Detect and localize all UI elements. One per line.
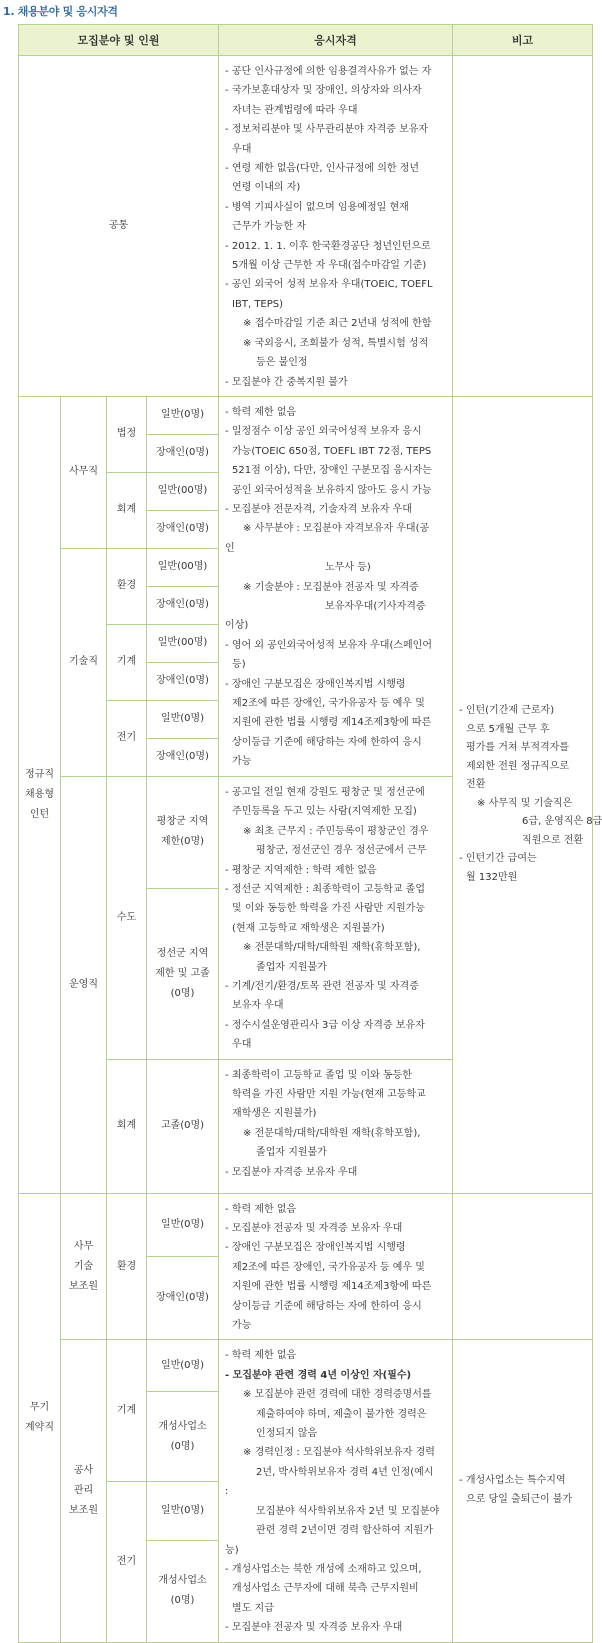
text-line: 우대 bbox=[232, 143, 252, 155]
tech-env-disabled: 장애인(0명) bbox=[147, 586, 219, 624]
text-line: - 장애인 구분모집은 장애인복지법 시행령 bbox=[225, 1242, 406, 1254]
text-line: - 정수시설운영관리사 3급 이상 자격증 보유자 bbox=[225, 1019, 425, 1031]
text-line: - 국가보훈대상자 및 장애인, 의상자와 의사자 bbox=[225, 85, 422, 97]
tech-env-general: 일반(00명) bbox=[147, 548, 219, 586]
text-line: 상이등급 기준에 해당하는 자에 한하여 응시 bbox=[232, 736, 422, 748]
text-line: - 학력 제한 없음 bbox=[225, 1203, 297, 1215]
table-row bbox=[19, 396, 593, 434]
text-line: - 개성사업소는 북한 개성에 소재하고 있으며, bbox=[225, 1563, 422, 1575]
ops-pyeongchang bbox=[147, 776, 219, 888]
text-line: 학력을 가진 사람만 지원 가능(현재 고등학교 bbox=[232, 1089, 426, 1100]
label-line: 고졸(0명) bbox=[160, 1120, 205, 1132]
facility-job bbox=[61, 1340, 107, 1642]
text-line: 제외한 전원 정규직으로 bbox=[466, 760, 570, 772]
text-line: ※ 경력인정 : 모집분야 석사학위보유자 경력 bbox=[243, 1447, 435, 1459]
label-line: 인턴 bbox=[29, 808, 50, 820]
label-line: 보조원 bbox=[69, 1504, 98, 1516]
ops-job: 운영직 bbox=[61, 776, 107, 1193]
label-line: 정선군 지역 bbox=[156, 947, 209, 959]
contract-category bbox=[19, 1193, 61, 1642]
text-line: 재학생은 지원불가) bbox=[232, 1108, 317, 1120]
facility-elec-kaesong bbox=[147, 1540, 219, 1642]
ops-jeongseon bbox=[147, 888, 219, 1059]
office-sub-legal: 법정 bbox=[107, 396, 147, 472]
text-line: 개성사업소 근무자에 대해 북측 근무지원비 bbox=[232, 1583, 419, 1595]
text-line: - 인턴기간 급여는 bbox=[459, 853, 537, 865]
text-line: - 학력 제한 없음 bbox=[225, 406, 297, 418]
facility-elec-general bbox=[147, 1482, 219, 1540]
label-line: 공사 bbox=[73, 1464, 94, 1476]
text-line: 상이등급 기준에 해당하는 자에 한하여 응시 bbox=[232, 1300, 422, 1312]
text-line: 및 이와 동등한 학력을 가진 사람만 지원가능 bbox=[232, 903, 425, 915]
text-line: - 최종학력이 고등학교 졸업 및 이와 동등한 bbox=[225, 1069, 412, 1081]
text-line: - 장애인 구분모집은 장애인복지법 시행령 bbox=[225, 678, 406, 690]
text-line: - 인턴(기간제 근로자) bbox=[459, 705, 555, 717]
text-line: 6급, 운영직은 8급 bbox=[522, 816, 602, 828]
text-line: - 공고일 전일 현재 강원도 평창군 및 정선군에 bbox=[225, 786, 425, 798]
ops-sub-water: 수도 bbox=[107, 776, 147, 1059]
label-line: (0명) bbox=[170, 987, 195, 999]
table-row-common bbox=[19, 56, 593, 397]
label-line: 계약직 bbox=[25, 1421, 54, 1433]
text-line: - 평창군 지역제한 : 학력 제한 없음 bbox=[225, 864, 377, 876]
text-line: 가능 bbox=[232, 756, 252, 768]
text-line: 제2조에 따른 장애인, 국가유공자 등 예우 및 bbox=[232, 698, 425, 709]
assist-job bbox=[61, 1193, 107, 1340]
text-line: 등은 불인정 bbox=[256, 357, 308, 369]
text-line: - 모집분야 자격증 보유자 우대 bbox=[225, 1166, 358, 1178]
label-line: (0명) bbox=[170, 1440, 195, 1452]
header-field: 모집분야 및 인원 bbox=[19, 25, 219, 56]
text-line: - 병역 기피사실이 없으며 임용예정일 현재 bbox=[225, 201, 409, 213]
text-line: - 공인 외국어 성적 보유자 우대(TOEIC, TOEFL bbox=[225, 279, 433, 291]
text-line: 평가를 거쳐 부적격자를 bbox=[466, 742, 570, 754]
text-line: 보유자우대(기사자격증 bbox=[325, 600, 426, 612]
header-note: 비고 bbox=[453, 25, 593, 56]
text-line: - 연령 제한 없음(다만, 인사규정에 의한 정년 bbox=[225, 163, 420, 175]
text-line: ※ 사무직 및 기술직은 bbox=[477, 797, 573, 809]
label-line: 관리 bbox=[73, 1484, 94, 1496]
text-line: 별도 지급 bbox=[232, 1602, 274, 1614]
office-sub-accounting: 회계 bbox=[107, 472, 147, 548]
label-line: 사무 bbox=[73, 1240, 94, 1252]
assist-qualification bbox=[219, 1193, 453, 1340]
table-header-row bbox=[19, 25, 593, 56]
assist-disabled: 장애인(0명) bbox=[147, 1257, 219, 1340]
text-line: IBT, TEPS) bbox=[232, 298, 284, 310]
text-line: 능) bbox=[225, 1544, 239, 1556]
tech-sub-elec: 전기 bbox=[107, 700, 147, 776]
text-line: 가능(TOEIC 650점, TOEFL IBT 72점, TEPS bbox=[232, 445, 432, 457]
label-line: (0명) bbox=[170, 1595, 195, 1607]
ops-water-qualification bbox=[219, 776, 453, 1059]
label-line: 개성사업소 bbox=[158, 1575, 207, 1587]
tech-elec-general: 일반(0명) bbox=[147, 700, 219, 738]
text-line: 521점 이상), 다만, 장애인 구분모집 응시자는 bbox=[232, 465, 432, 477]
text-line: 관련 경력 2년이면 경력 합산하여 지원가 bbox=[256, 1525, 433, 1537]
header-qualification: 응시자격 bbox=[219, 25, 453, 56]
facility-note bbox=[453, 1340, 593, 1642]
facility-sub-elec: 전기 bbox=[107, 1482, 147, 1642]
text-line: - 공단 인사규정에 의한 임용결격사유가 없는 자 bbox=[225, 66, 432, 77]
text-line: 주민등록을 두고 있는 사람(지역제한 모집) bbox=[232, 806, 417, 818]
label-line: 제한 및 고졸 bbox=[155, 967, 210, 979]
facility-sub-mech: 기계 bbox=[107, 1340, 147, 1482]
tech-sub-mech: 기계 bbox=[107, 624, 147, 700]
text-line: - 모집분야 전문자격, 기술자격 보유자 우대 bbox=[225, 503, 412, 515]
text-line: 가능 bbox=[232, 1320, 252, 1332]
text-line: : bbox=[225, 1486, 229, 1498]
text-line: 지원에 관한 법률 시행령 제14조제3항에 따른 bbox=[232, 1281, 432, 1293]
text-line: - 개성사업소는 특수지역 bbox=[459, 1475, 566, 1487]
text-line: 지원에 관한 법률 시행령 제14조제3항에 따른 bbox=[232, 717, 432, 729]
text-line: - 정보처리분야 및 사무관리분야 자격증 보유자 bbox=[225, 124, 429, 136]
text-line: 월 132만원 bbox=[466, 871, 518, 883]
tech-mech-disabled: 장애인(0명) bbox=[147, 662, 219, 700]
text-line: - 학력 제한 없음 bbox=[225, 1350, 297, 1362]
intern-note bbox=[453, 396, 602, 1193]
text-line: ※ 모집분야 관련 경력에 대한 경력증명서를 bbox=[243, 1389, 432, 1401]
ops-accounting-qualification bbox=[219, 1059, 453, 1193]
text-line: 자녀는 관계법령에 따라 우대 bbox=[232, 104, 358, 116]
section-title: 1. 채용분야 및 응시자격 bbox=[3, 5, 118, 18]
office-legal-general: 일반(0명) bbox=[147, 396, 219, 434]
text-line: - 영어 외 공인외국어성적 보유자 우대(스페인어 bbox=[225, 639, 432, 651]
text-line: 제2조에 따른 장애인, 국가유공자 등 예우 및 bbox=[232, 1261, 425, 1273]
tech-mech-general: 일반(00명) bbox=[147, 624, 219, 662]
text-line: 모집분야 석사학위보유자 2년 및 모집분야 bbox=[256, 1505, 440, 1517]
text-line: 졸업자 지원불가 bbox=[256, 961, 327, 973]
facility-mech-kaesong bbox=[147, 1392, 219, 1482]
text-line: 5개월 이상 근무한 자 우대(접수마감일 기준) bbox=[232, 260, 427, 272]
label-line: 개성사업소 bbox=[158, 1420, 207, 1432]
text-line: 공인 외국어성적을 보유하지 않아도 응시 가능 bbox=[232, 484, 432, 496]
text-line: 등) bbox=[232, 659, 246, 671]
text-line: - 2012. 1. 1. 이후 한국환경공단 청년인턴으로 bbox=[225, 240, 431, 252]
text-line: 으로 당일 출퇴근이 불가 bbox=[466, 1493, 573, 1505]
text-line: 전환 bbox=[466, 779, 486, 791]
ops-sub-accounting: 회계 bbox=[107, 1059, 147, 1193]
text-line: 우대 bbox=[232, 1039, 252, 1051]
label-line: 정규직 bbox=[25, 768, 54, 780]
assist-note bbox=[453, 1193, 593, 1340]
assist-general: 일반(0명) bbox=[147, 1193, 219, 1257]
text-line: 인 bbox=[225, 542, 235, 554]
label-line: 제한(0명) bbox=[160, 836, 205, 848]
label-line: 일반(0명) bbox=[160, 1504, 205, 1516]
label-line: 보조원 bbox=[69, 1280, 98, 1292]
label-line: 평창군 지역 bbox=[156, 816, 209, 828]
text-line: 직원으로 전환 bbox=[522, 834, 584, 846]
facility-qualification bbox=[219, 1340, 453, 1642]
text-line: 근무가 가능한 자 bbox=[232, 221, 307, 233]
office-job: 사무직 bbox=[61, 396, 107, 548]
text-line: 평창군, 정선군인 경우 정선군에서 근무 bbox=[256, 845, 427, 857]
text-line: ※ 기술분야 : 모집분야 전공자 및 자격증 bbox=[243, 581, 419, 593]
text-line: - 정선군 지역제한 : 최종학력이 고등학교 졸업 bbox=[225, 883, 425, 895]
text-line: ※ 최초 근무지 : 주민등록이 평창군인 경우 bbox=[243, 825, 429, 837]
text-line: 졸업자 지원불가 bbox=[256, 1147, 327, 1159]
text-line: - 모집분야 전공자 및 자격증 보유자 우대 bbox=[225, 1223, 403, 1234]
tech-sub-env: 환경 bbox=[107, 548, 147, 624]
text-line: ※ 국외응시, 조회불가 성적, 특별시험 성적 bbox=[243, 337, 429, 349]
text-line: 2년, 박사학위보유자 경력 4년 인정(예시 bbox=[256, 1466, 434, 1478]
text-line: ※ 접수마감일 기준 최근 2년내 성적에 한함 bbox=[243, 318, 432, 330]
label-line: 무기 bbox=[29, 1401, 50, 1413]
label-line: 기술 bbox=[73, 1260, 94, 1272]
text-line: 이상) bbox=[225, 620, 249, 632]
text-line: ※ 전문대학/대학/대학원 재학(휴학포함), bbox=[243, 942, 421, 954]
label-line: 일반(0명) bbox=[160, 1359, 205, 1371]
text-line: 인정되지 않음 bbox=[256, 1428, 318, 1440]
text-line: 노무사 등) bbox=[325, 562, 371, 574]
text-line: - 모집분야 관련 경력 4년 이상인 자(필수) bbox=[225, 1369, 412, 1381]
text-line: ※ 전문대학/대학/대학원 재학(휴학포함), bbox=[243, 1127, 421, 1139]
office-accounting-disabled: 장애인(0명) bbox=[147, 510, 219, 548]
common-note bbox=[453, 56, 593, 397]
text-line: 보유자 우대 bbox=[232, 1000, 284, 1012]
ops-accounting-highschool bbox=[147, 1059, 219, 1193]
common-qualification bbox=[219, 56, 453, 397]
recruitment-table bbox=[18, 24, 602, 1643]
assist-sub-env: 환경 bbox=[107, 1193, 147, 1340]
text-line: (현재 고등학교 재학생은 지원불가) bbox=[232, 922, 385, 934]
text-line: - 기계/전기/환경/토목 관련 전공자 및 자격증 bbox=[225, 980, 419, 992]
tech-elec-disabled: 장애인(0명) bbox=[147, 738, 219, 776]
text-line: - 일정점수 이상 공인 외국어성적 보유자 응시 bbox=[225, 426, 422, 438]
facility-mech-general bbox=[147, 1340, 219, 1392]
text-line: 으로 5개월 근무 후 bbox=[466, 723, 550, 735]
intern-category bbox=[19, 396, 61, 1193]
text-line: 연령 이내의 자) bbox=[232, 182, 301, 194]
table-row bbox=[19, 1193, 593, 1257]
common-label: 공통 bbox=[19, 56, 219, 397]
table-row bbox=[19, 1340, 593, 1392]
office-legal-disabled: 장애인(0명) bbox=[147, 434, 219, 472]
label-line: 채용형 bbox=[25, 788, 54, 800]
office-accounting-general: 일반(00명) bbox=[147, 472, 219, 510]
text-line: - 모집분야 간 중복지원 불가 bbox=[225, 376, 348, 388]
text-line: 제출하여야 하며, 제출이 불가한 경력은 bbox=[256, 1408, 427, 1420]
office-tech-qualification bbox=[219, 396, 453, 776]
tech-job: 기술직 bbox=[61, 548, 107, 776]
text-line: - 모집분야 전공자 및 자격증 보유자 우대 bbox=[225, 1622, 403, 1634]
text-line: ※ 사무분야 : 모집분야 자격보유자 우대(공 bbox=[243, 523, 430, 535]
